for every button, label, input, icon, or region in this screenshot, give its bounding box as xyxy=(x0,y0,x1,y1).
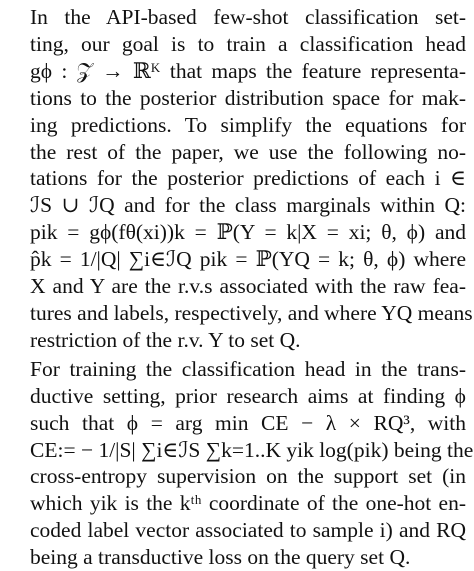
text-line: the rest of the paper, we use the following no- xyxy=(30,139,466,164)
text-line: CE:= − 1/|S| ∑i∈ℐS ∑k=1..K yik log(pik) being the xyxy=(30,437,474,462)
text-line: p̂k = 1/|Q| ∑i∈ℐQ pik = ℙ(YQ = k; θ, ϕ) where xyxy=(30,247,466,272)
text-line: such that ϕ = arg min CE − λ × RQ³, with xyxy=(30,410,466,435)
text-line: For training the classification head in the trans- xyxy=(30,356,466,381)
text-line: tations for the posterior predictions of each i ∈ xyxy=(30,166,466,191)
text-line: which yik is the kᵗʰ coordinate of the one-hot en- xyxy=(30,491,466,516)
text-line: ing predictions. To simplify the equations for xyxy=(30,112,466,137)
text-line: ℐS ∪ ℐQ and for the class marginals within Q: xyxy=(30,193,466,218)
paragraph-1 xyxy=(12,4,473,354)
text-line: coded label vector associated to sample i) and RQ xyxy=(30,518,466,543)
text-line: tions to the posterior distribution space for mak- xyxy=(30,85,466,110)
text-line: ductive setting, prior research aims at finding ϕ xyxy=(30,383,466,408)
text-line: X and Y are the r.v.s associated with the raw fea- xyxy=(30,274,466,299)
text-line: restriction of the r.v. Y to set Q. xyxy=(30,327,301,352)
text-line: gϕ : 𝒵 → ℝᴷ that maps the feature representa- xyxy=(30,58,466,83)
paragraph-2 xyxy=(12,356,474,571)
text-line: pik = gϕ(fθ(xi))k = ℙ(Y = k|X = xi; θ, ϕ) and xyxy=(30,220,466,245)
text-line: tures and labels, respectively, and where YQ means xyxy=(30,300,473,325)
text-line: In the API-based few-shot classification set- xyxy=(30,5,466,29)
text-line: being a transductive loss on the query set Q. xyxy=(30,545,411,570)
text-line: ting, our goal is to train a classification head xyxy=(30,31,466,56)
text-line: cross-entropy supervision on the support set (in xyxy=(30,464,466,489)
